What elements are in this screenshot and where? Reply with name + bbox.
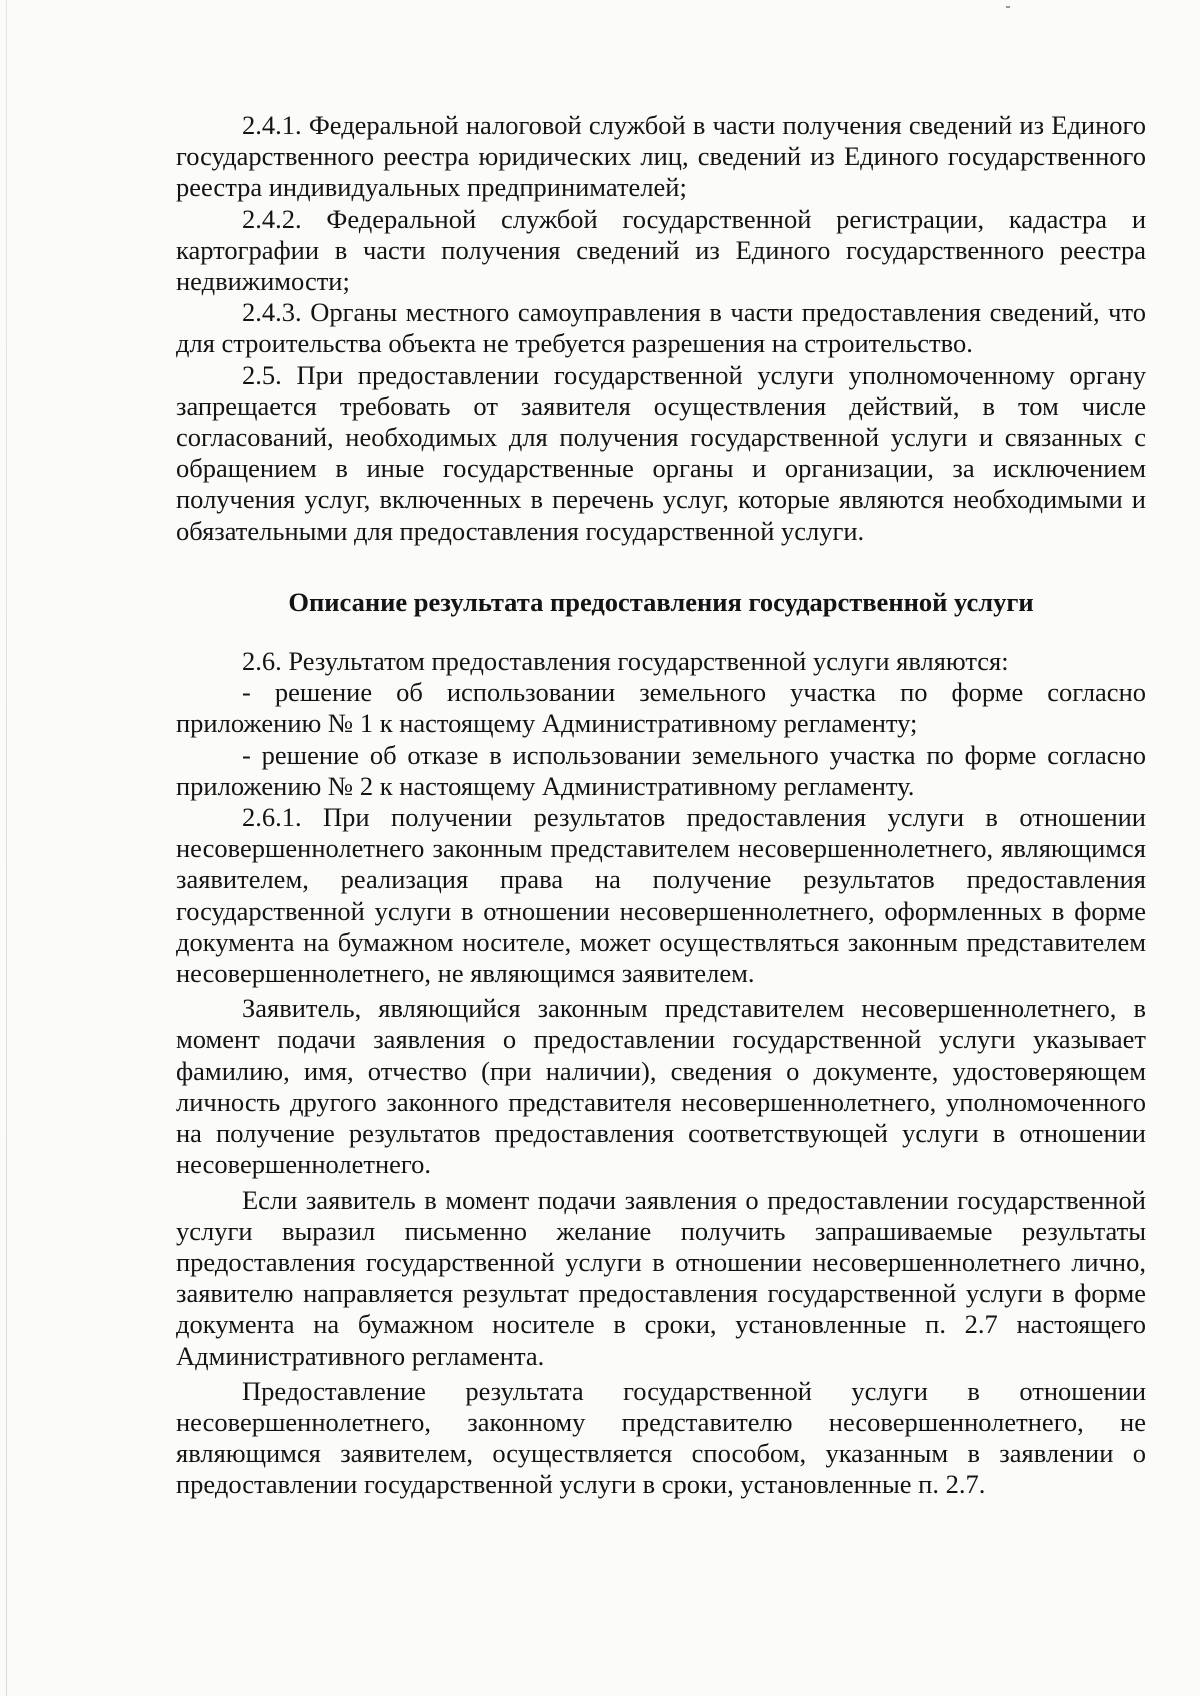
paragraph-applicant-representative: Заявитель, являющийся законным представителем несовершеннолетнего, в момент подачи заявления о предоставлении государственной услуги указывает фамилию, имя, отчество (при наличии), сведения о документе, удостоверяющем личность другого законного представителя несовершеннолетнего, уполномоченного на получение результатов предоставления соответствующей услуги в отношении несовершеннолетнего. [176,993,1146,1180]
paragraph-2-4-1: 2.4.1. Федеральной налоговой службой в части получения сведений из Единого государственного реестра юридических лиц, сведений из Единого государственного реестра индивидуальных предпринимателей; [176,110,1146,203]
paragraph-2-4-2: 2.4.2. Федеральной службой государственной регистрации, кадастра и картографии в части получения сведений из Единого государственного реестра недвижимости; [176,203,1146,297]
paragraph-2-5: 2.5. При предоставлении государственной услуги уполномоченному органу запрещается требовать от заявителя осуществления действий, в том числе согласований, необходимых для получения государственной услуги и связанных с обращением в иные государственные органы и организации, за исключением получения услуг, включенных в перечень услуг, которые являются необходимыми и обязательными для предоставления государственной услуги. [176,359,1146,546]
scan-edge [6,0,7,1696]
paragraph-2-4-3: 2.4.3. Органы местного самоуправления в части предоставления сведений, что для строительства объекта не требуется разрешения на строительство. [176,297,1146,359]
paragraph-2-6: 2.6. Результатом предоставления государственной услуги являются: [242,646,1009,677]
scan-mark [1006,6,1010,8]
list-item-decision-refusal: - решение об отказе в использовании земельного участка по форме согласно приложению № 2 к настоящему Административному регламенту. [176,739,1146,801]
section-heading: Описание результата предоставления государственной услуги [288,586,1034,617]
paragraph-if-applicant: Если заявитель в момент подачи заявления о предоставлении государственной услуги выразил письменно желание получить запрашиваемые результаты предоставления государственной услуги в отношении несовершеннолетнего лично, заявителю направляется результат предоставления государственной услуги в форме документа на бумажном носителе в сроки, установленные п. 2.7 настоящего Административного регламента. [176,1184,1146,1371]
document-page [176,110,1146,1501]
paragraph-2-6-1: 2.6.1. При получении результатов предоставления услуги в отношении несовершеннолетнего законным представителем несовершеннолетнего, являющимся заявителем, реализация права на получение результатов предоставления государственной услуги в отношении несовершеннолетнего, оформленных в форме документа на бумажном носителе, может осуществляться законным представителем несовершеннолетнего, не являющимся заявителем. [176,802,1146,989]
list-item-decision-use: - решение об использовании земельного участка по форме согласно приложению № 1 к настоящему Административному регламенту; [176,677,1146,739]
paragraph-provision-result: Предоставление результата государственной услуги в отношении несовершеннолетнего, законному представителю несовершеннолетнего, не являющимся заявителем, осуществляется способом, указанным в заявлении о предоставлении государственной услуги в сроки, установленные п. 2.7. [176,1375,1146,1500]
